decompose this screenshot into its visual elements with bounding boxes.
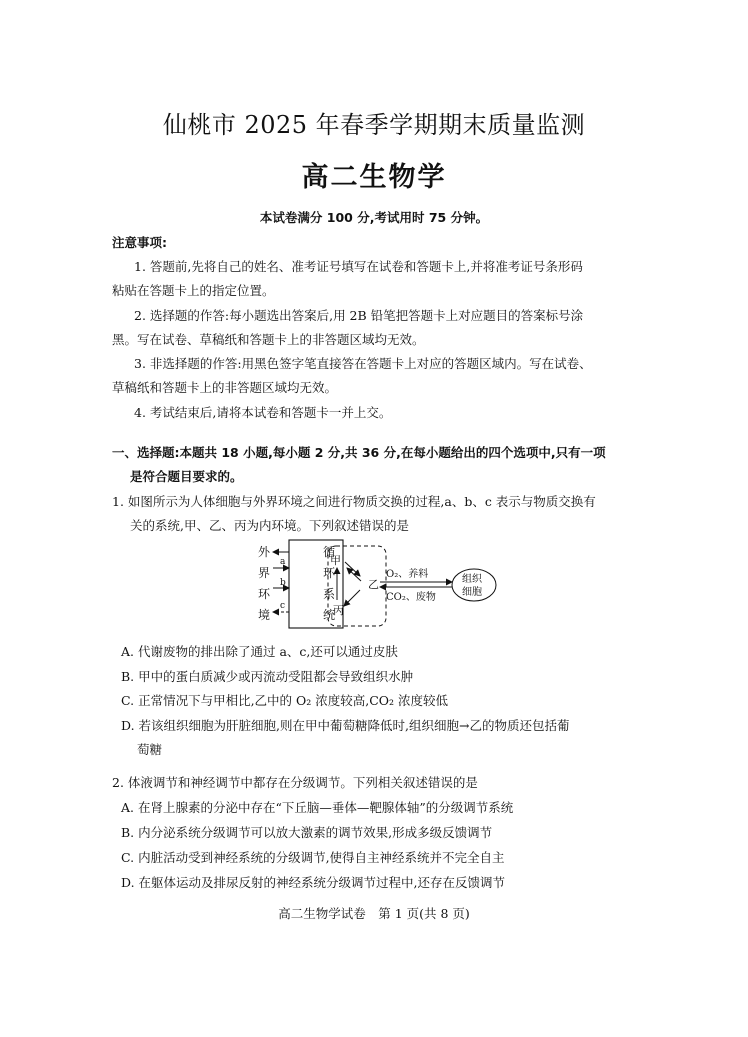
q1-option-d-cont: 萄糖 xyxy=(137,742,163,757)
notice-line: 2. 选择题的作答:每小题选出答案后,用 2B 铅笔把答题卡上对应题目的答案标号涂 xyxy=(134,308,584,323)
q2-option-d: D. 在躯体运动及排尿反射的神经系统分级调节过程中,还存在反馈调节 xyxy=(121,875,505,890)
q1-option-b: B. 甲中的蛋白质减少或丙流动受阻都会导致组织水肿 xyxy=(121,669,414,684)
notice-line: 4. 考试结束后,请将本试卷和答题卡一并上交。 xyxy=(134,405,392,420)
circ-char: 环 xyxy=(323,566,336,580)
notice-line: 粘贴在答题卡上的指定位置。 xyxy=(112,283,275,298)
arrow-label-b: b xyxy=(280,578,286,588)
exam-title: 仙桃市 2025 年春季学期期末质量监测 xyxy=(162,111,586,139)
arrow-label-a: a xyxy=(280,557,286,567)
section-heading-cont: 是符合题目要求的。 xyxy=(130,469,243,484)
outer-char: 境 xyxy=(258,608,271,622)
outer-char: 外 xyxy=(258,545,271,559)
exam-meta: 本试卷满分 100 分,考试用时 75 分钟。 xyxy=(259,210,489,225)
circ-char: 统 xyxy=(323,608,336,622)
outer-char: 环 xyxy=(258,587,271,601)
question-1-stem-cont: 关的系统,甲、乙、丙为内环境。下列叙述错误的是 xyxy=(130,518,409,533)
label-bing: 丙 xyxy=(333,604,344,617)
outer-char: 界 xyxy=(258,566,271,580)
arrow-yi-to-bing xyxy=(344,590,360,606)
notice-heading: 注意事项: xyxy=(112,235,167,250)
page-footer: 高二生物学试卷 第 1 页(共 8 页) xyxy=(278,906,470,921)
q2-option-c: C. 内脏活动受到神经系统的分级调节,使得自主神经系统并不完全自主 xyxy=(121,850,505,865)
notice-line: 黑。写在试卷、草稿纸和答题卡上的非答题区域均无效。 xyxy=(112,332,425,347)
arrow-jia-to-yi xyxy=(345,562,360,576)
q1-option-a: A. 代谢废物的排出除了通过 a、c,还可以通过皮肤 xyxy=(121,644,398,659)
subject-title: 高二生物学 xyxy=(301,162,447,193)
question-1-stem: 1. 如图所示为人体细胞与外界环境之间进行物质交换的过程,a、b、c 表示与物质交换有 xyxy=(112,494,596,509)
top-exchange-label: O₂、养料 xyxy=(386,569,429,580)
q1-option-d: D. 若该组织细胞为肝脏细胞,则在甲中葡萄糖降低时,组织细胞→乙的物质还包括葡 xyxy=(121,718,570,733)
q2-option-b: B. 内分泌系统分级调节可以放大激素的调节效果,形成多级反馈调节 xyxy=(121,825,493,840)
section-heading: 一、选择题:本题共 18 小题,每小题 2 分,共 36 分,在每小题给出的四个选项中,只有一项 xyxy=(112,445,606,460)
arrow-label-c: c xyxy=(280,601,286,611)
cell-label-2: 细胞 xyxy=(462,587,482,598)
notice-line: 草稿纸和答题卡上的非答题区域均无效。 xyxy=(112,380,338,395)
q2-option-a: A. 在肾上腺素的分泌中存在“下丘脑—垂体—靶腺体轴”的分级调节系统 xyxy=(121,800,514,815)
label-jia: 甲 xyxy=(330,554,341,567)
question-2-stem: 2. 体液调节和神经调节中都存在分级调节。下列相关叙述错误的是 xyxy=(112,775,478,790)
bottom-exchange-label: CO₂、废物 xyxy=(386,592,436,603)
notice-line: 1. 答题前,先将自己的姓名、准考证号填写在试卷和答题卡上,并将准考证号条形码 xyxy=(134,259,583,274)
q1-option-c: C. 正常情况下与甲相比,乙中的 O₂ 浓度较高,CO₂ 浓度较低 xyxy=(121,693,449,708)
label-yi: 乙 xyxy=(368,578,379,591)
notice-line: 3. 非选择题的作答:用黑色签字笔直接答在答题卡上对应的答题区域内。写在试卷、 xyxy=(134,356,592,371)
circ-char: 循 xyxy=(323,545,336,559)
cell-label-1: 组织 xyxy=(462,574,482,585)
circ-char: 系 xyxy=(323,587,336,601)
material-exchange-diagram xyxy=(240,538,500,634)
